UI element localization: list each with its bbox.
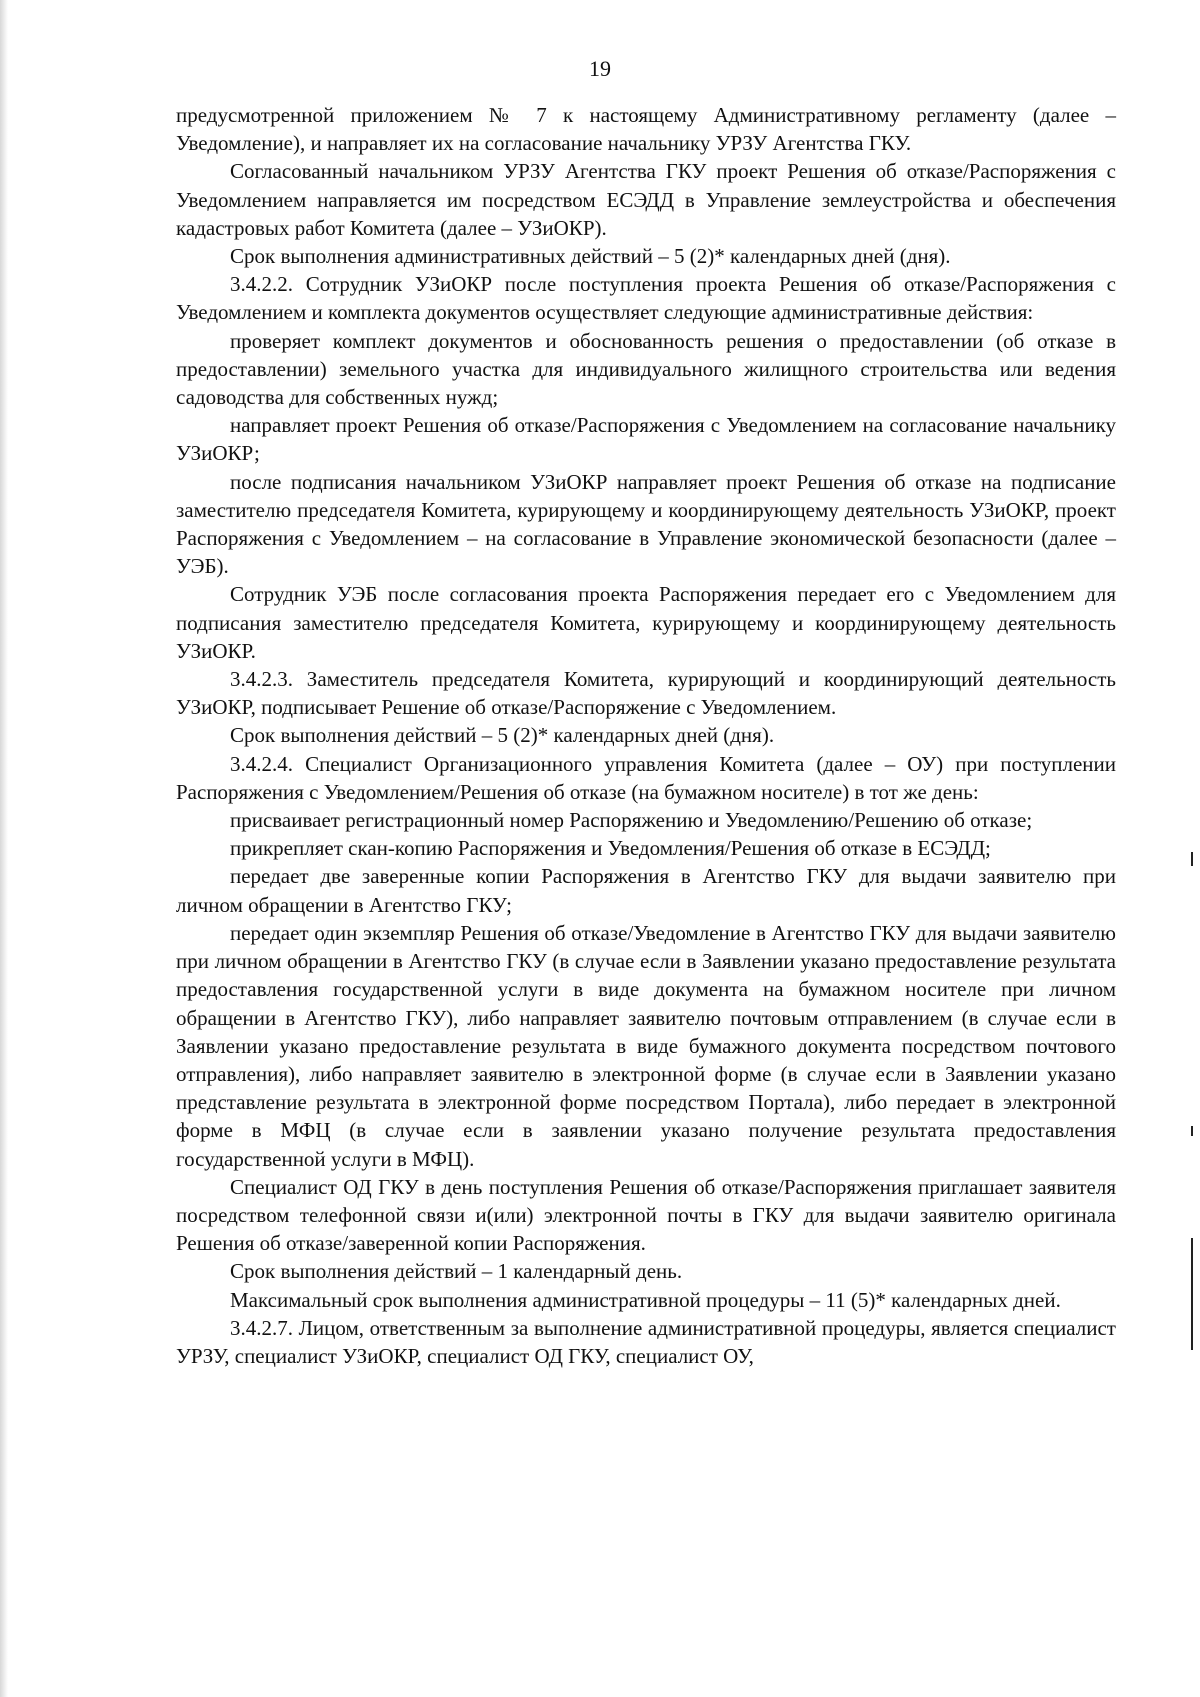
paragraph: Срок выполнения административных действий – 5 (2)* календарных дней (дня). xyxy=(230,244,951,269)
paragraph: 3.4.2.2. Сотрудник УЗиОКР после поступления проекта Решения об отказе/Распоряжения с Уведомлением и комплекта документов осуществляет следующие административные действия: xyxy=(176,272,1116,325)
paragraph: Согласованный начальником УРЗУ Агентства ГКУ проект Решения об отказе/Распоряжения с Уведомлением направляется им посредством ЕСЭДД в Управление землеустройства и обеспечения кадастровых работ Комитета (далее – УЗиОКР). xyxy=(176,159,1116,240)
scan-mark xyxy=(1191,1238,1193,1350)
paragraph: Сотрудник УЭБ после согласования проекта Распоряжения передает его с Уведомлением для подписания заместителю председателя Комитета, курирующему и координирующему деятельность УЗиОКР. xyxy=(176,582,1116,663)
scan-mark xyxy=(1191,852,1193,866)
paragraph: Специалист ОД ГКУ в день поступления Решения об отказе/Распоряжения приглашает заявителя посредством телефонной связи и(или) электронной почты в ГКУ для выдачи заявителю оригинала Решения об отказе/заверенной копии Распоряжения. xyxy=(176,1174,1116,1256)
paragraph: передает две заверенные копии Распоряжения в Агентство ГКУ для выдачи заявителю при личном обращении в Агентство ГКУ; xyxy=(176,864,1116,917)
scan-left-edge xyxy=(0,0,8,1697)
paragraph: после подписания начальником УЗиОКР направляет проект Решения об отказе на подписание заместителю председателя Комитета, курирующему и координирующему деятельность УЗиОКР, проект Распоряжения с Уведомлением – на согласование в Управление экономической безопасности (далее – УЭБ). xyxy=(176,469,1116,579)
paragraph: 3.4.2.7. Лицом, ответственным за выполнение административной процедуры, является специалист УРЗУ, специалист УЗиОКР, специалист ОД ГКУ, специалист ОУ, xyxy=(176,1315,1116,1368)
paragraph: Максимальный срок выполнения административной процедуры – 11 (5)* календарных дней. xyxy=(230,1287,1061,1312)
paragraph: присваивает регистрационный номер Распоряжению и Уведомлению/Решению об отказе; xyxy=(230,808,1033,833)
paragraph: 3.4.2.4. Специалист Организационного управления Комитета (далее – ОУ) при поступлении Распоряжения с Уведомлением/Решения об отказе (на бумажном носителе) в тот же день: xyxy=(176,751,1116,804)
paragraph: проверяет комплект документов и обоснованность решения о предоставлении (об отказе в предоставлении) земельного участка для индивидуального жилищного строительства или ведения садоводства для собственных нужд; xyxy=(176,328,1116,410)
paragraph: передает один экземпляр Решения об отказе/Уведомление в Агентство ГКУ для выдачи заявителю при личном обращении в Агентство ГКУ (в случае если в Заявлении указано предоставление результата предоставления государственной услуги в виде документа на бумажном носителе при личном обращении в Агентство ГКУ), либо направляет заявителю почтовым отправлением (в случае если в Заявлении указано предоставление результата в виде бумажного документа посредством почтового отправления), либо направляет заявителю в электронной форме (в случае если в Заявлении указано представление результата в электронной форме посредством Портала), либо передает в электронной форме в МФЦ (в случае если в заявлении указано получение результата предоставления государственной услуги в МФЦ). xyxy=(176,920,1116,1171)
scan-mark xyxy=(1191,1126,1193,1136)
paragraph: предусмотренной приложением № 7 к настоящему Административному регламенту (далее – Уведомление), и направляет их на согласование начальнику УРЗУ Агентства ГКУ. xyxy=(176,103,1116,156)
paragraph: Срок выполнения действий – 1 календарный день. xyxy=(230,1259,683,1284)
page-number: 19 xyxy=(589,56,611,81)
paragraph: прикрепляет скан-копию Распоряжения и Уведомления/Решения об отказе в ЕСЭДД; xyxy=(230,836,991,861)
paragraph: направляет проект Решения об отказе/Распоряжения с Уведомлением на согласование начальнику УЗиОКР; xyxy=(176,413,1116,466)
paragraph: 3.4.2.3. Заместитель председателя Комитета, курирующий и координирующий деятельность УЗиОКР, подписывает Решение об отказе/Распоряжение с Уведомлением. xyxy=(176,667,1116,720)
paragraph: Срок выполнения действий – 5 (2)* календарных дней (дня). xyxy=(230,723,775,748)
document-body xyxy=(176,101,1116,1370)
